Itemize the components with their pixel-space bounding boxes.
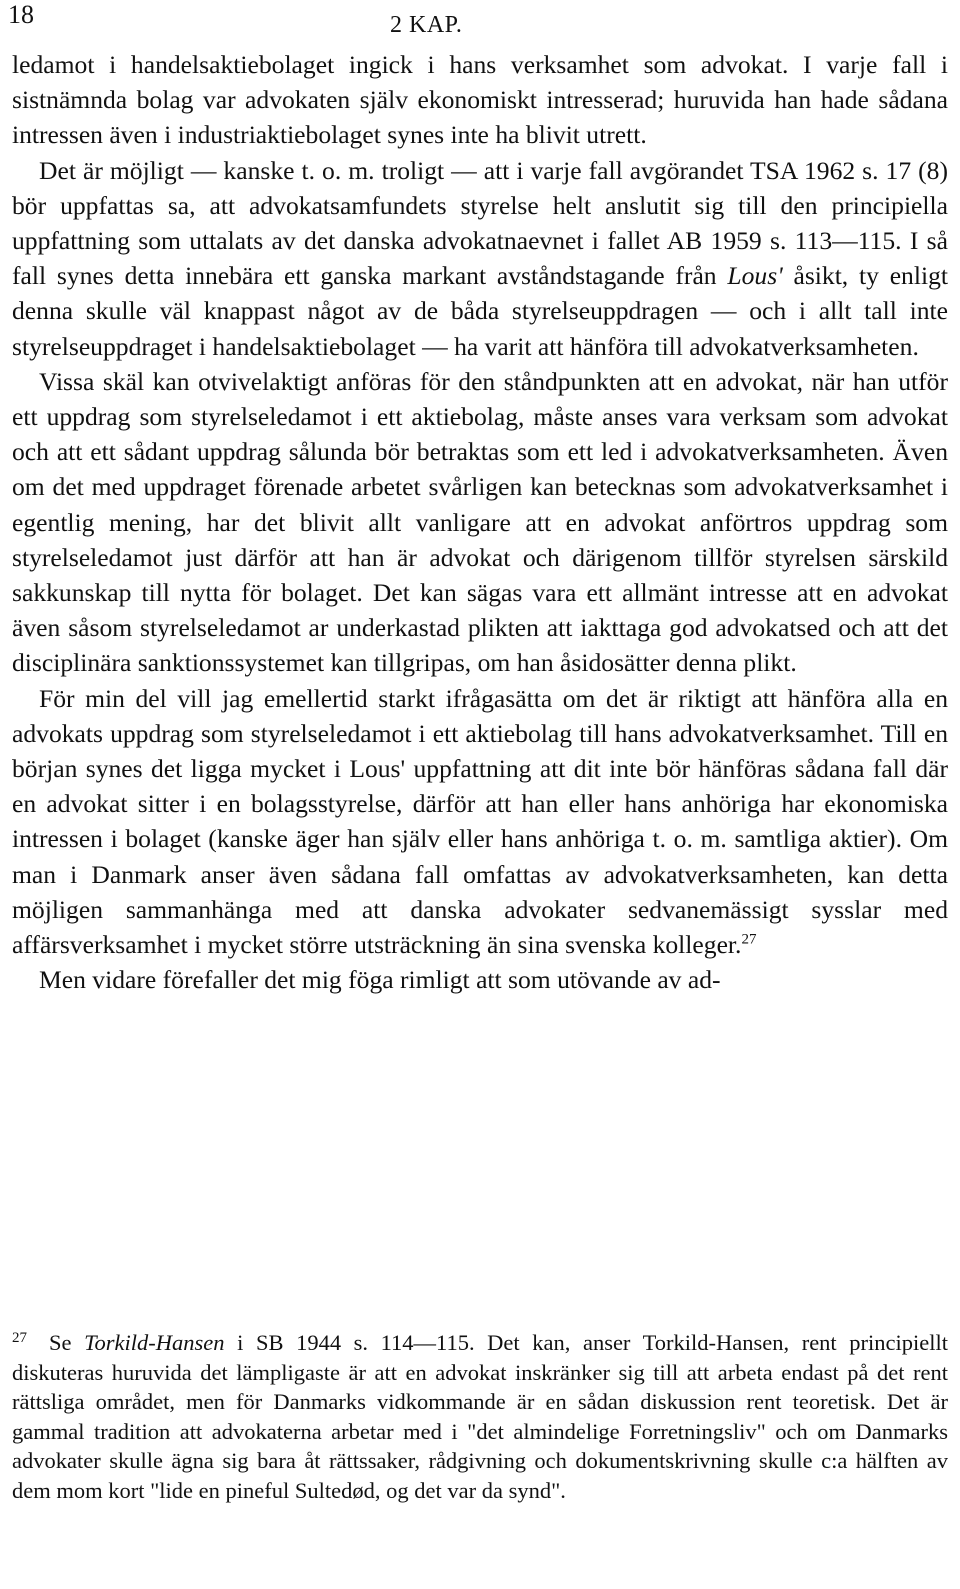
footnote-reference: 27 bbox=[741, 931, 757, 948]
paragraph-2 bbox=[12, 153, 948, 364]
paragraph-4 bbox=[12, 681, 948, 963]
footnote-body: i SB 1944 s. 114—115. Det kan, anser Torkild-Hansen, rent principiellt diskuteras huruvida det lämpligaste är att en advokat inskränker sig till att arbeta endast på det rent rättsliga området, men för Danmarks vidkommande är en sådan diskussion rent teoretisk. Det är gammal tradition att advokaterna arbetar med i "det almindelige Forretningsliv" och om Danmarks advokater skulle ägna sig bara åt rättssaker, rådgivning och dokumentskrivning skulle c:a hälften av dem mom kort "lide en pineful Sultedød, og det var da synd". bbox=[12, 1330, 948, 1503]
footnote bbox=[12, 1328, 948, 1505]
footnote-lead: Se bbox=[49, 1330, 72, 1355]
paragraph-5: Men vidare förefaller det mig föga rimligt att som utövande av ad- bbox=[39, 965, 721, 995]
main-text bbox=[12, 47, 948, 997]
paragraph-2-text-b: åsikt, ty enligt denna skulle väl knappast något av de båda styrelseuppdragen — och i allt tall inte styrelseuppdraget i handelsaktiebolaget — ha varit att hänföra till advokatverksamheten. bbox=[12, 261, 948, 361]
footnote-author: Torkild-Hansen bbox=[84, 1330, 225, 1355]
footnote-number: 27 bbox=[12, 1329, 27, 1346]
author-name-lous: Lous' bbox=[727, 261, 783, 291]
paragraph-3: Vissa skäl kan otvivelaktigt anföras för den ståndpunkten att en advokat, när han utför ett uppdrag som styrelseledamot i ett aktiebolag, måste anses vara verksam som advokat och att ett sådant uppdrag sålunda bör betraktas som ett led i advokatverksamheten. Även om det med uppdraget förenade arbetet svårligen kan betecknas som advokatverksamhet i egentlig mening, har det blivit allt vanligare att en advokat anförtros uppdrag som styrelseledamot just därför att han är advokat och därigenom tillför styrelsen särskild sakkunskap till nytta för bolaget. Det kan sägas vara ett allmänt intresse att en advokat även såsom styrelseledamot ar underkastad plikten att iakttaga god advokatsed och att det disciplinära sanktionssystemet kan tillgripas, om han åsidosätter denna plikt. bbox=[12, 366, 948, 678]
running-head: 2 KAP. bbox=[390, 12, 463, 38]
footnote-text bbox=[12, 1328, 948, 1505]
paragraph-4-text: För min del vill jag emellertid starkt ifrågasätta om det är riktigt att hänföra alla en advokats uppdrag som styrelseledamot i ett aktiebolag till hans advokatverksamhet. Till en början synes det ligga mycket i Lous' uppfattning att dit inte bör hänföras sådana fall där en advokat sitter i en bolagsstyrelse, därför att han eller hans anhöriga har ekonomiska intressen i bolaget (kanske äger han själv eller hans anhöriga t. o. m. samtliga aktier). Om man i Danmark anser även sådana fall omfattas av advokatverksamheten, kan detta möjligen sammanhänga med att danska advokater sedvanemässigt sysslar med affärsverksamhet i mycket större utsträckning än sina svenska kolleger. bbox=[12, 683, 948, 960]
paragraph-2-text-a: Det är möjligt — kanske t. o. m. troligt — att i varje fall avgörandet TSA 1962 s. 17 (8) bör uppfattas sa, att advokatsamfundets styrelse helt anslutit sig till den principiella uppfattning som uttalats av det danska advokatnaevnet i fallet AB 1959 s. 113—115. I så fall synes detta innebära ett ganska markant avståndstagande från bbox=[12, 155, 948, 291]
page-number: 18 bbox=[8, 0, 34, 29]
paragraph-1: ledamot i handelsaktiebolaget ingick i hans verksamhet som advokat. I varje fall i sistnämnda bolag var advokaten själv ekonomiskt intresserad; huruvida han hade sådana intressen även i industriaktiebolaget synes inte ha blivit utrett. bbox=[12, 50, 948, 150]
